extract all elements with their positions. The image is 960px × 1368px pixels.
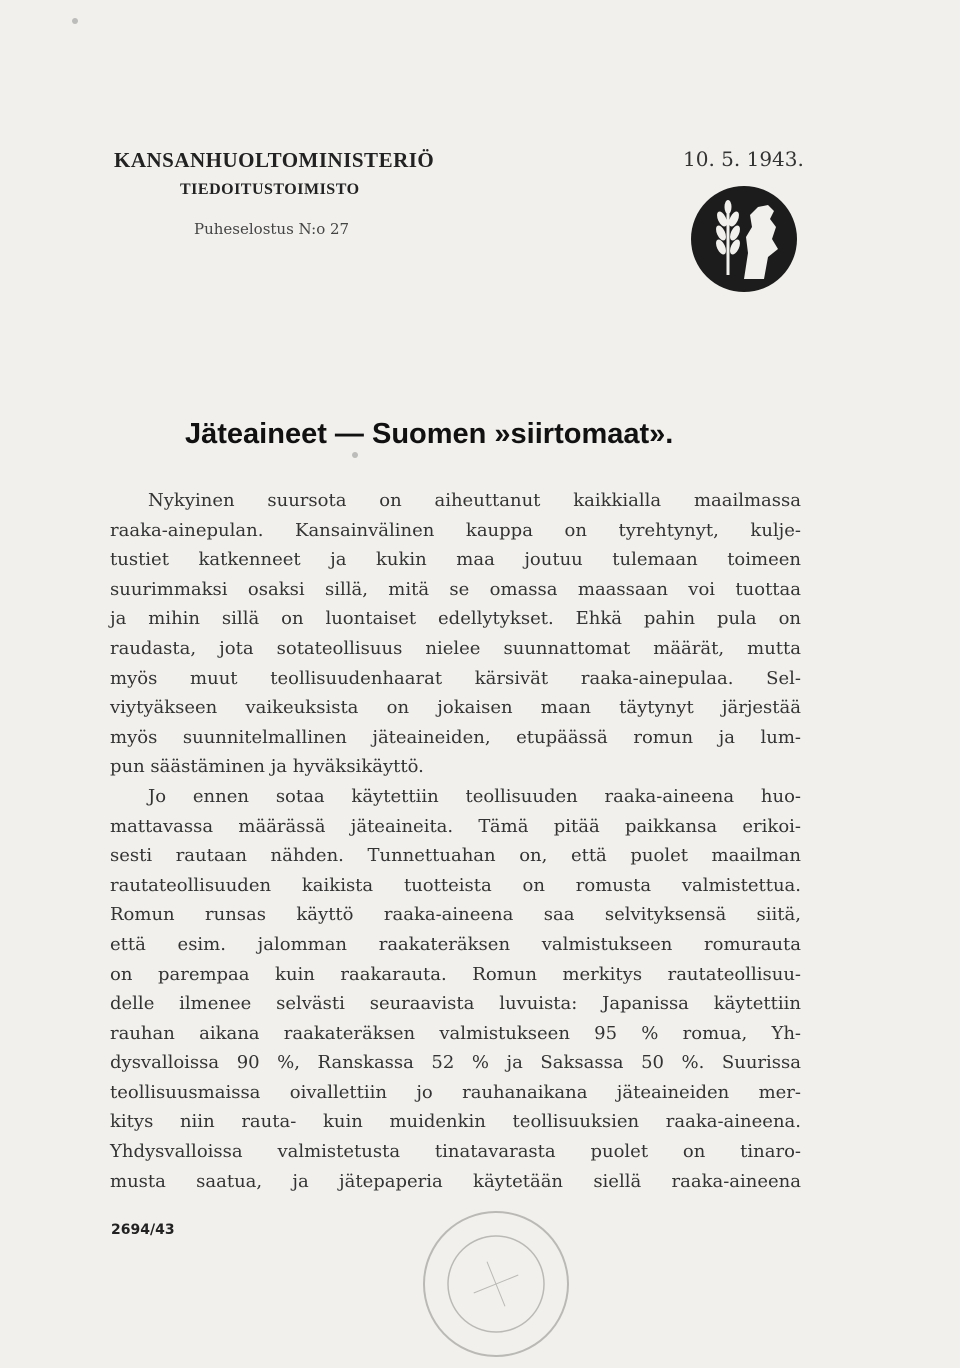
text-line: Yhdysvalloissa valmistetusta tinatavarasta puolet on tinaro- — [110, 1141, 801, 1163]
text-line: musta saatua, ja jätepaperia käytetään siellä raaka-aineena — [110, 1170, 801, 1192]
text-line: ja mihin sillä on luontaiset edellytykset. Ehkä pahin pula on — [110, 608, 801, 630]
text-line: tustiet katkenneet ja kukin maa joutuu tulemaan toimeen — [110, 549, 801, 571]
text-line: Romun runsas käyttö raaka-aineena saa selvityksensä siitä, — [110, 904, 801, 926]
text-line: Jo ennen sotaa käytettiin teollisuuden raaka-aineena huo- — [148, 785, 801, 807]
document-date: 10. 5. 1943. — [683, 147, 804, 171]
reference-number: 2694/43 — [111, 1222, 175, 1238]
text-line: Nykyinen suursota on aiheuttanut kaikkialla maailmassa — [148, 490, 801, 511]
office-name: TIEDOITUSTOIMISTO — [180, 181, 360, 198]
text-line: että esim. jalomman raakateräksen valmistukseen romurauta — [110, 933, 801, 955]
text-line: on parempaa kuin raakarauta. Romun merkitys rautateollisuu- — [110, 963, 801, 985]
text-line: pun säästäminen ja hyväksikäyttö. — [110, 756, 424, 778]
article-body — [110, 486, 801, 1196]
text-line: viytyäkseen vaikeuksista on jokaisen maan täytynyt järjestää — [110, 697, 801, 719]
text-line: raaka-ainepulan. Kansainvälinen kauppa on tyrehtynyt, kulje- — [110, 519, 801, 541]
wheat-and-lion-emblem-icon — [688, 183, 800, 295]
release-number: Puheselostus N:o 27 — [194, 220, 350, 238]
text-line: suurimmaksi osaksi sillä, mitä se omassa maassaan voi tuottaa — [110, 578, 801, 600]
text-line: rauhan aikana raakateräksen valmistukseen 95 % romua, Yh- — [110, 1022, 801, 1044]
ministry-name: KANSANHUOLTOMINISTERIÖ — [114, 148, 435, 172]
text-line: kitys niin rauta- kuin muidenkin teollisuuksien raaka-aineena. — [110, 1111, 801, 1133]
library-stamp-icon — [412, 1200, 580, 1368]
text-line: rautateollisuuden kaikista tuotteista on romusta valmistettua. — [110, 874, 801, 896]
text-line: mattavassa määrässä jäteaineita. Tämä pitää paikkansa erikoi- — [110, 815, 801, 837]
scan-speck — [72, 18, 78, 24]
headline: Jäteaineet — Suomen »siirtomaat». — [185, 418, 674, 450]
text-line: delle ilmenee selvästi seuraavista luvuista: Japanissa käytettiin — [110, 993, 801, 1015]
text-line: teollisuusmaissa oivallettiin jo rauhanaikana jäteaineiden mer- — [110, 1081, 801, 1103]
text-line: raudasta, jota sotateollisuus nielee suunnattomat määrät, mutta — [110, 637, 801, 659]
text-line: dysvalloissa 90 %, Ranskassa 52 % ja Saksassa 50 %. Suurissa — [110, 1052, 801, 1074]
scan-speck — [352, 452, 358, 458]
text-line: myös muut teollisuudenhaarat kärsivät raaka-ainepulaa. Sel- — [110, 667, 801, 689]
text-line: sesti rautaan nähden. Tunnettuahan on, että puolet maailman — [110, 845, 801, 867]
text-line: myös suunnitelmallinen jäteaineiden, etupäässä romun ja lum- — [110, 726, 801, 748]
